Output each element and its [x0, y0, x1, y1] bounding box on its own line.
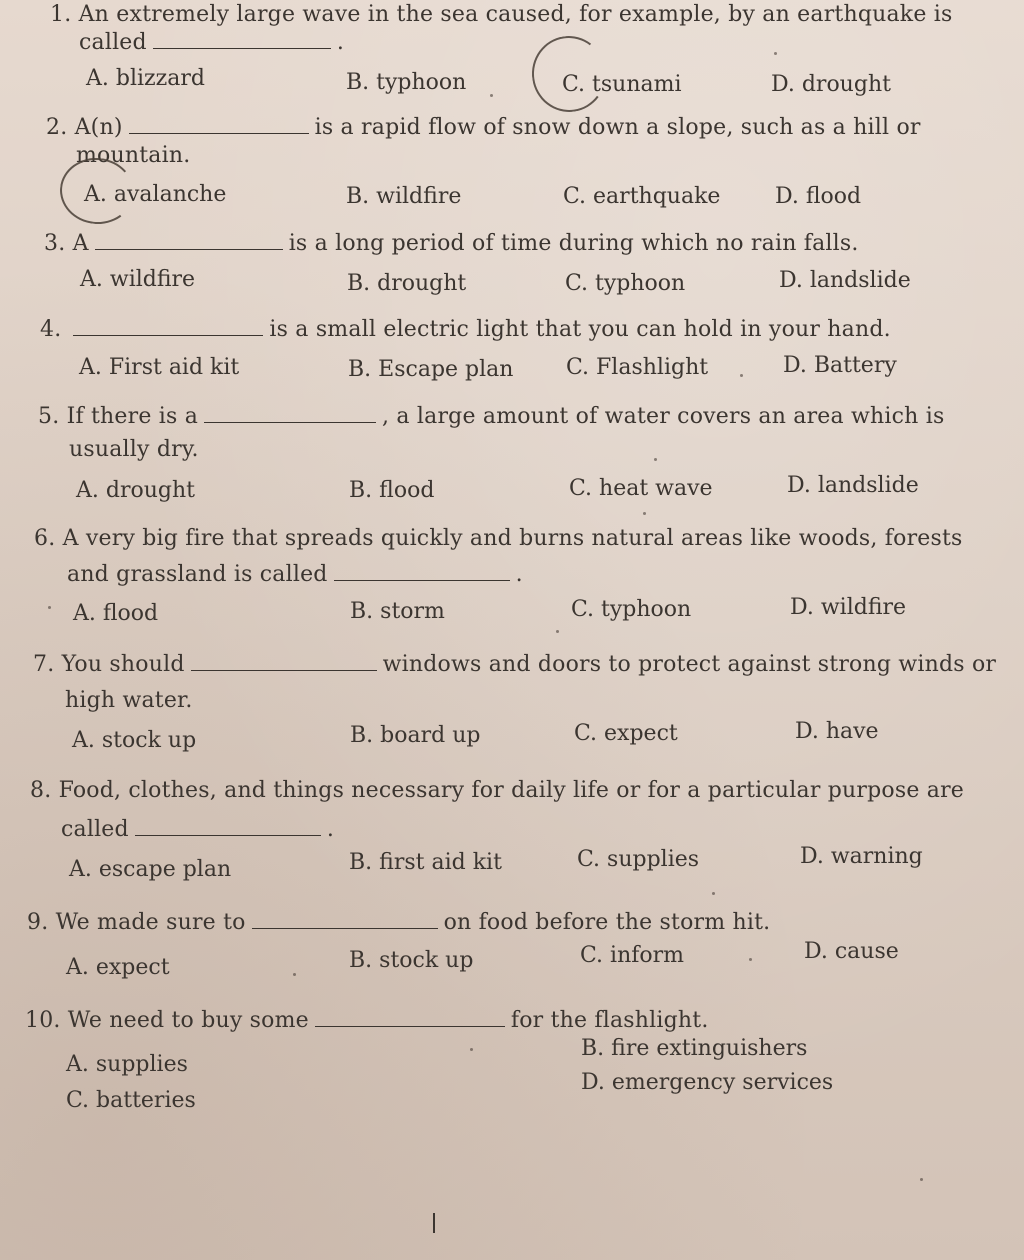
option-b[interactable]: B. flood: [349, 478, 435, 503]
question-number: 8.: [30, 778, 52, 803]
pen-dot: [48, 606, 51, 609]
option-a[interactable]: A. blizzard: [86, 66, 205, 91]
answer-blank[interactable]: [135, 815, 321, 836]
question-stem-line-1: [40, 315, 891, 345]
option-c[interactable]: C. heat wave: [569, 476, 713, 501]
option-d[interactable]: D. warning: [800, 844, 923, 869]
answer-blank[interactable]: [73, 315, 263, 336]
answer-blank[interactable]: [204, 402, 376, 423]
question-number: 2.: [46, 115, 68, 140]
answer-circle-mark: [527, 31, 611, 117]
question-number: 7.: [33, 652, 55, 677]
question-text: You should: [61, 652, 185, 677]
pen-stroke: [433, 1213, 435, 1233]
question-stem-line-1: [30, 776, 964, 806]
question-text: .: [515, 562, 523, 587]
option-d[interactable]: D. drought: [771, 72, 891, 97]
option-a[interactable]: A. escape plan: [69, 857, 232, 882]
option-b[interactable]: B. typhoon: [346, 70, 467, 95]
option-b[interactable]: B. stock up: [349, 948, 474, 973]
pen-dot: [712, 892, 715, 895]
answer-blank[interactable]: [95, 229, 283, 250]
option-c[interactable]: C. inform: [580, 943, 685, 968]
option-c[interactable]: C. supplies: [577, 847, 700, 872]
question-stem-line-2: [69, 435, 199, 465]
question-text: is a long period of time during which no rain falls.: [288, 231, 859, 256]
option-d[interactable]: D. wildfire: [790, 595, 907, 620]
question-text: is a small electric light that you can hold in your hand.: [269, 317, 891, 342]
answer-blank[interactable]: [334, 560, 510, 581]
pen-dot: [920, 1178, 923, 1181]
question-text: usually dry.: [69, 437, 199, 462]
option-b[interactable]: B. fire extinguishers: [581, 1036, 808, 1061]
option-b[interactable]: B. first aid kit: [349, 850, 502, 875]
question-stem-line-1: [46, 113, 921, 143]
answer-blank[interactable]: [315, 1006, 505, 1027]
answer-blank[interactable]: [129, 113, 309, 134]
question-text: If there is a: [66, 404, 199, 429]
question-text: .: [326, 817, 335, 842]
option-a[interactable]: A. supplies: [66, 1052, 188, 1077]
question-number: 4.: [40, 317, 62, 342]
option-c[interactable]: C. typhoon: [565, 271, 686, 296]
pen-dot: [774, 52, 777, 55]
option-a[interactable]: A. flood: [73, 601, 159, 626]
question-text: An extremely large wave in the sea caused, for example, by an earthquake is: [78, 2, 953, 27]
question-text: high water.: [65, 688, 193, 713]
question-text: A(n): [74, 115, 123, 140]
option-b[interactable]: B. storm: [350, 599, 445, 624]
question-stem-line-1: [33, 650, 996, 680]
option-b[interactable]: B. Escape plan: [348, 357, 514, 382]
question-text: We made sure to: [55, 910, 246, 935]
option-c[interactable]: C. batteries: [66, 1088, 196, 1113]
question-stem-line-1: [25, 1006, 709, 1036]
question-text: Food, clothes, and things necessary for daily life or for a particular purpose are: [58, 778, 965, 803]
option-a[interactable]: A. First aid kit: [79, 355, 240, 380]
option-d[interactable]: D. landslide: [779, 268, 911, 293]
question-number: 10.: [25, 1008, 61, 1033]
answer-blank[interactable]: [191, 650, 377, 671]
question-stem-line-1: [27, 908, 770, 938]
question-stem-line-2: [65, 686, 193, 716]
question-text: called: [61, 817, 129, 842]
question-text: A very big fire that spreads quickly and burns natural areas like woods, forests: [62, 526, 963, 551]
option-d[interactable]: D. have: [795, 719, 879, 744]
option-a[interactable]: A. expect: [66, 955, 170, 980]
option-c[interactable]: C. typhoon: [571, 597, 692, 622]
question-stem-line-1: [44, 229, 859, 259]
pen-dot: [470, 1048, 473, 1051]
pen-dot: [740, 374, 743, 377]
option-a[interactable]: A. stock up: [72, 728, 197, 753]
pen-dot: [293, 973, 296, 976]
pen-dot: [556, 630, 559, 633]
question-text: on food before the storm hit.: [443, 910, 771, 935]
question-stem-line-1: [50, 0, 952, 30]
pen-dot: [490, 94, 493, 97]
pen-dot: [654, 458, 657, 461]
question-stem-line-2: [79, 28, 344, 58]
option-c[interactable]: C. tsunami: [562, 72, 682, 97]
question-number: 6.: [34, 526, 56, 551]
question-text: mountain.: [76, 143, 191, 168]
option-d[interactable]: D. flood: [775, 184, 862, 209]
question-stem-line-2: [61, 815, 334, 845]
option-b[interactable]: B. board up: [350, 723, 481, 748]
question-text: , a large amount of water covers an area which is: [382, 404, 945, 429]
option-c[interactable]: C. earthquake: [563, 184, 721, 209]
question-text: and grassland is called: [67, 562, 328, 587]
option-b[interactable]: B. drought: [347, 271, 467, 296]
question-stem-line-1: [34, 524, 963, 554]
option-c[interactable]: C. expect: [574, 721, 678, 746]
option-a[interactable]: A. drought: [76, 478, 195, 503]
question-number: 9.: [27, 910, 49, 935]
pen-dot: [643, 512, 646, 515]
question-text: windows and doors to protect against strong winds or: [382, 652, 997, 677]
question-text: We need to buy some: [67, 1008, 309, 1033]
question-stem-line-1: [38, 402, 944, 432]
answer-blank[interactable]: [252, 908, 438, 929]
option-d[interactable]: D. Battery: [783, 353, 897, 378]
option-c[interactable]: C. Flashlight: [566, 355, 709, 380]
question-stem-line-2: [67, 560, 523, 590]
option-a[interactable]: A. avalanche: [84, 182, 227, 207]
option-d[interactable]: D. landslide: [787, 473, 919, 498]
question-number: 3.: [44, 231, 66, 256]
pen-dot: [749, 958, 752, 961]
answer-blank[interactable]: [153, 28, 331, 49]
question-number: 1.: [50, 2, 72, 27]
option-d[interactable]: D. cause: [804, 939, 899, 964]
question-text: .: [336, 30, 345, 55]
question-text: for the flashlight.: [510, 1008, 709, 1033]
question-text: called: [79, 30, 147, 55]
option-b[interactable]: B. wildfire: [346, 184, 462, 209]
question-number: 5.: [38, 404, 60, 429]
option-d[interactable]: D. emergency services: [581, 1070, 834, 1095]
question-text: is a rapid flow of snow down a slope, such as a hill or: [314, 115, 921, 140]
option-a[interactable]: A. wildfire: [80, 267, 196, 292]
question-text: A: [72, 231, 89, 256]
